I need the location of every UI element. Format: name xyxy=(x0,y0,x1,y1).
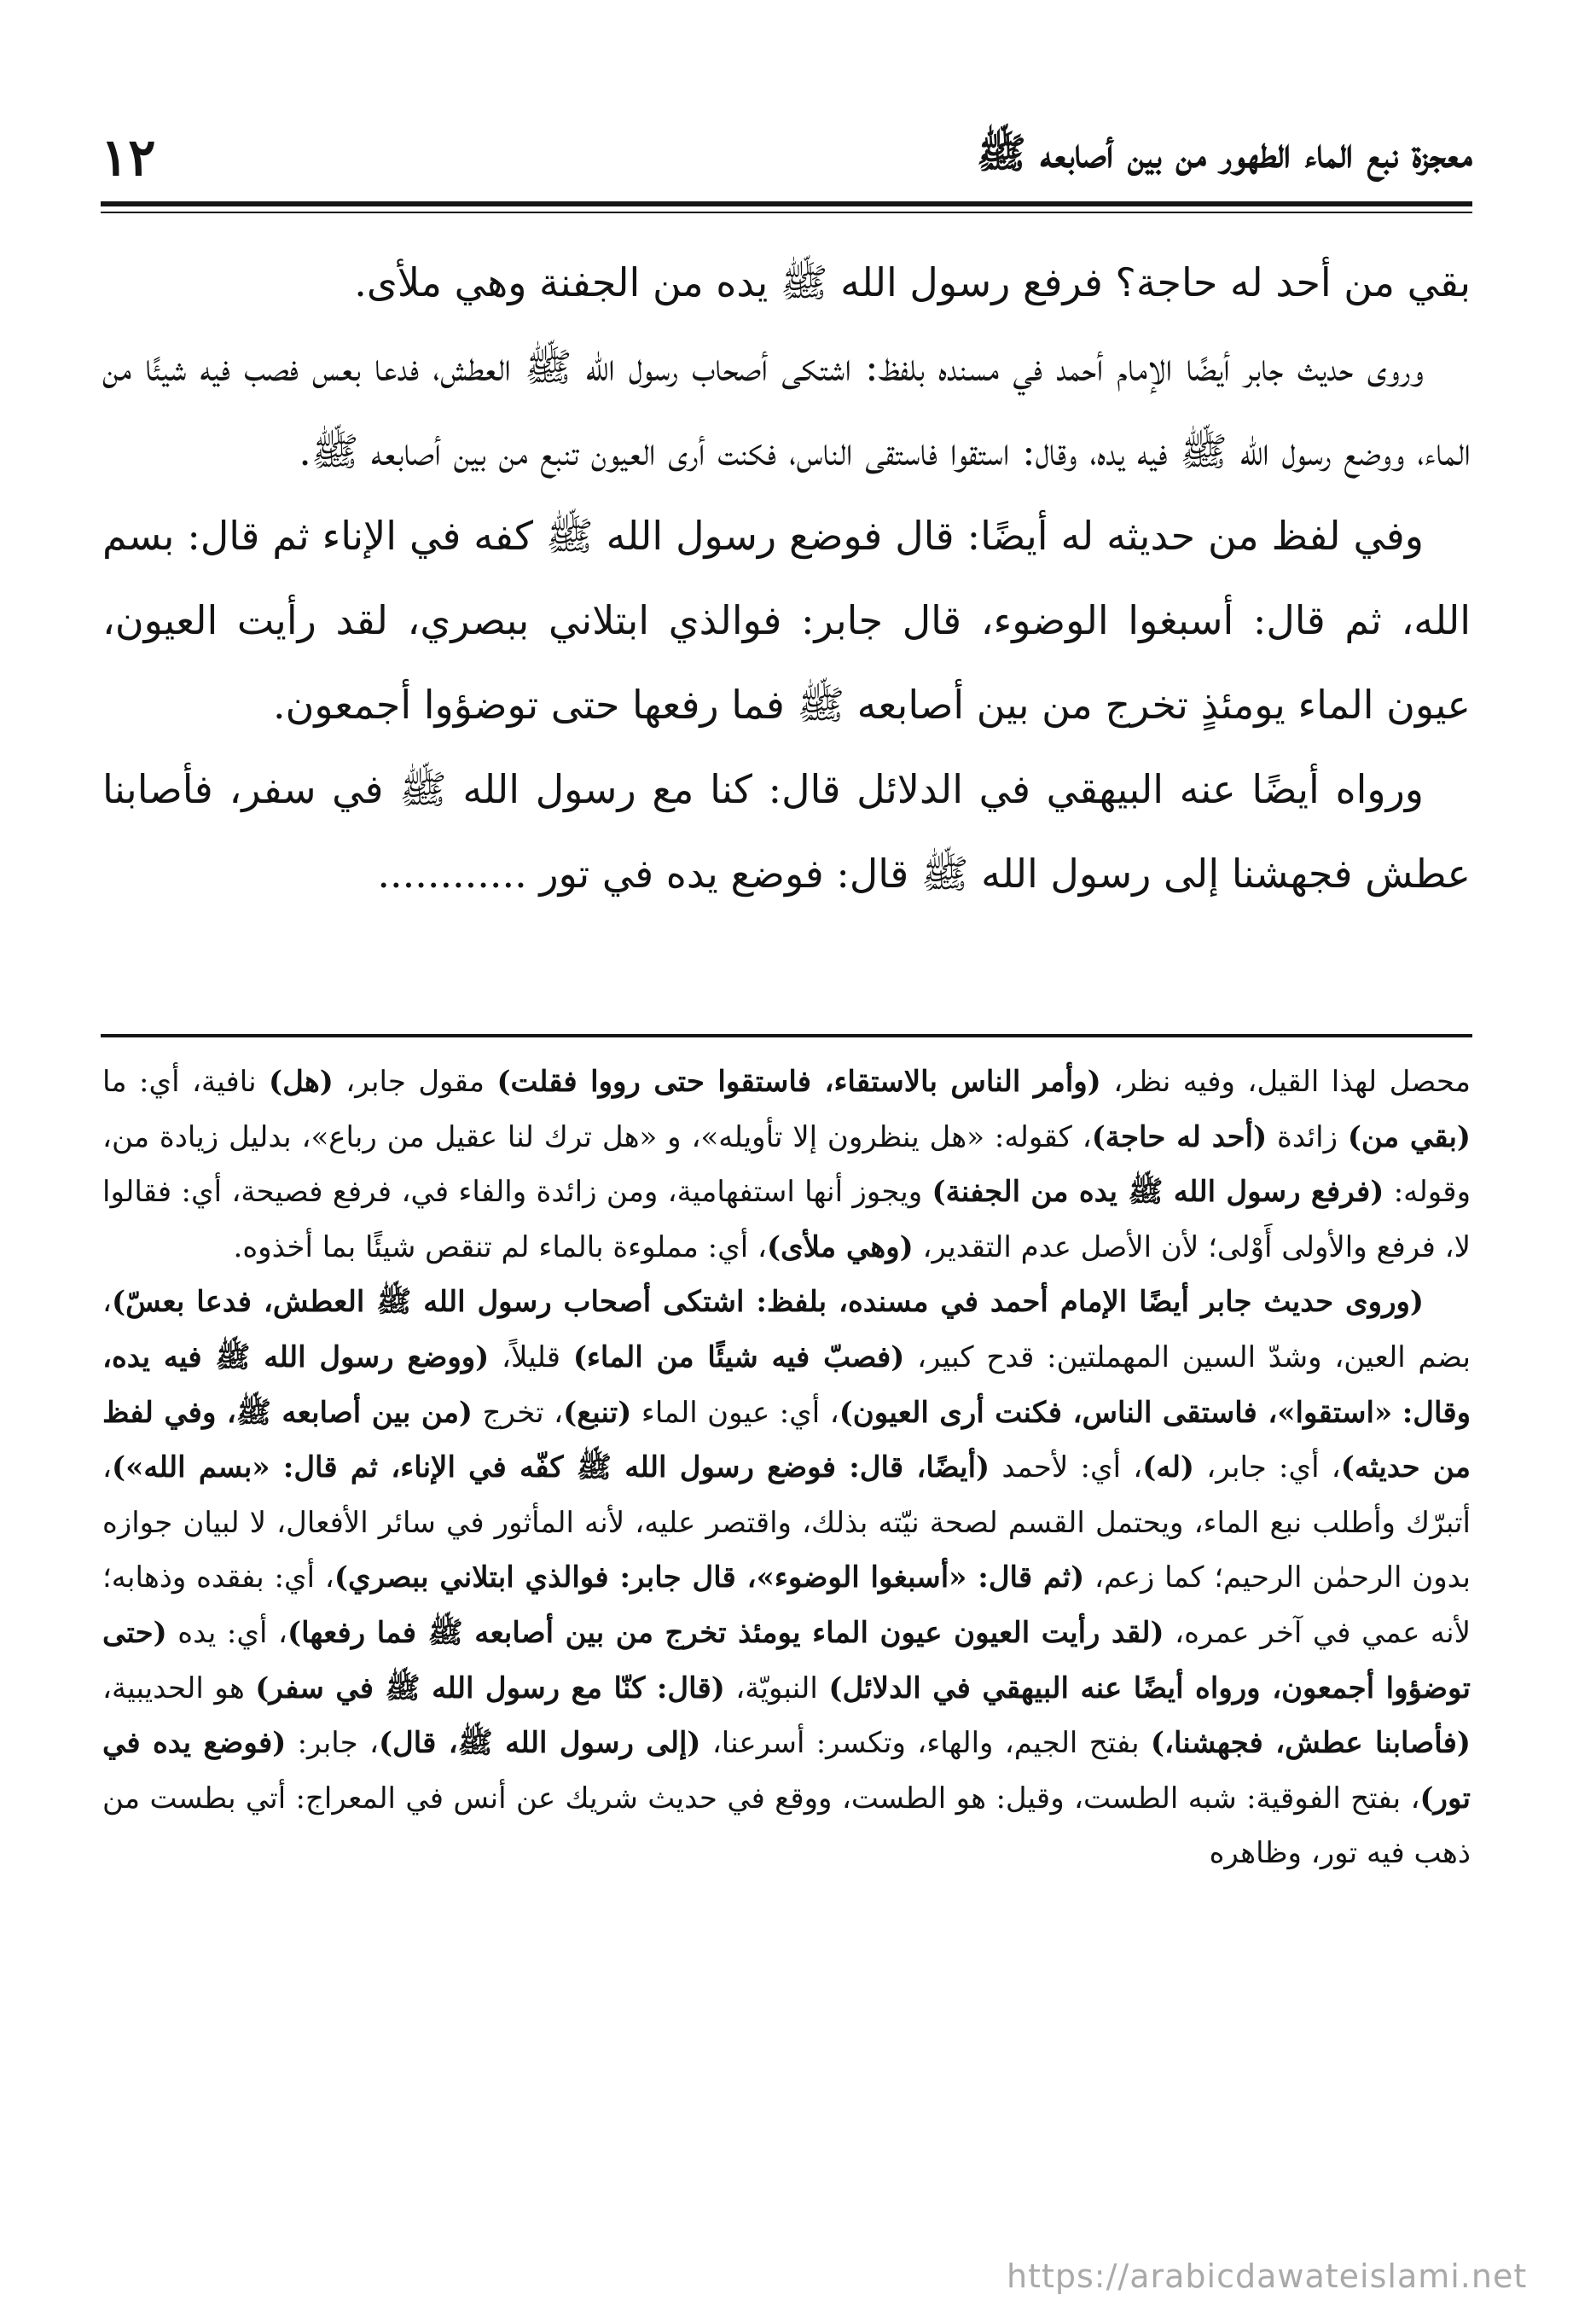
quoted-matn: (تنبع) xyxy=(563,1395,632,1430)
quoted-matn: (فرفع رسول الله ﷺ يده من الجفنة) xyxy=(932,1175,1384,1210)
quoted-matn: (فصبّ فيه شيئًا من الماء) xyxy=(572,1339,905,1374)
running-title: معجزة نبع الماء الطهور من بين أصابعه ﷺ xyxy=(976,129,1472,177)
commentary-text: ، أي: عيون الماء xyxy=(631,1395,839,1430)
header-rule xyxy=(101,201,1472,206)
commentary-text: ، أي: مملوءة بالماء لم تنقص شيئًا بما أخذوه. xyxy=(233,1229,767,1264)
commentary-text: ، أتبرّك وأطلب نبع الماء، ويحتمل القسم لصحة نيّته بذلك، واقتصر عليه، لأنه المأثور في سائر الأفعال، لا لبيان جوازه بدون الرحمٰن الرحيم؛ كما زعم، xyxy=(102,1450,1471,1595)
quoted-matn: (فوضع يده في تور) xyxy=(102,1726,1471,1816)
quoted-matn: (هل) xyxy=(268,1065,334,1099)
commentary-paragraph xyxy=(102,1055,1471,1275)
commentary-text: ، كقوله: «هل ينظرون إلا تأويله»، و «هل ترك لنا عقيل من رباع»، بدليل زيادة من، وقوله: xyxy=(102,1119,1471,1210)
commentary-text: ، تخرج xyxy=(473,1395,564,1430)
quoted-matn: (لقد رأيت العيون عيون الماء يومئذ تخرج من بين أصابعه ﷺ فما رفعها) xyxy=(287,1615,1164,1650)
commentary-text xyxy=(1392,1396,1402,1430)
main-paragraph: ورواه أيضًا عنه البيهقي في الدلائل قال: كنا مع رسول الله ﷺ في سفر، فأصابنا عطش فجهشنا إلى رسول الله ﷺ قال: فوضع يده في تور ............ xyxy=(102,766,1471,897)
commentary xyxy=(102,1055,1471,1881)
quoted-matn: (إلى رسول الله ﷺ، قال) xyxy=(378,1726,701,1761)
main-paragraph: وروى حديث جابر أيضًا الإمام أحمد في مسنده بلفظ: اشتكى أصحاب رسول الله ﷺ العطش، فدعا بعس فصب فيه شيئًا من الماء، ووضع رسول الله ﷺ فيه يده، وقال: استقوا فاستقى الناس، فكنت أرى العيون تنبع من بين أصابعه ﷺ. xyxy=(102,344,1471,474)
quoted-matn: (وروى حديث جابر أيضًا الإمام أحمد في مسنده، بلفظ: اشتكى أصحاب رسول الله ﷺ العطش، فدعا بعسّ) xyxy=(111,1285,1424,1320)
main-text xyxy=(102,241,1471,916)
commentary-text: نافية، أي: ما xyxy=(102,1065,269,1099)
quoted-matn: (وأمر الناس بالاستقاء، فاستقوا حتى رووا فقلت) xyxy=(496,1065,1101,1099)
quoted-matn: (أيضًا، قال: فوضع رسول الله ﷺ كفّه في الإناء، ثم قال: «بسم الله») xyxy=(111,1450,990,1485)
watermark-url: https://arabicdawateislami.net xyxy=(1007,2257,1528,2295)
commentary-text: ، جابر: xyxy=(286,1726,379,1761)
commentary-text: مقول جابر، xyxy=(333,1065,497,1099)
quoted-matn: (أحد له حاجة) xyxy=(1091,1119,1268,1154)
commentary-text: ، أي: بفقده وذهابه؛ لأنه عمي في آخر عمره، xyxy=(102,1560,1471,1650)
commentary-text: ، أي: جابر، xyxy=(1194,1450,1341,1485)
quoted-matn: (بقي من) xyxy=(1347,1119,1471,1154)
footnote-divider xyxy=(101,1034,1472,1037)
quoted-matn: (فأصابنا عطش، فجهشنا،) xyxy=(1150,1726,1471,1761)
commentary-text: هو الحديبية، xyxy=(102,1670,256,1705)
quoted-matn: «استقوا»، فاستقى الناس، فكنت أرى العيون) xyxy=(839,1395,1393,1430)
commentary-text: ، أي: يده xyxy=(166,1615,287,1650)
commentary-text: ، بفتح الفوقية: شبه الطست، وقيل: هو الطست، ووقع في حديث شريك عن أنس في المعراج: أتي بطست من ذهب فيه تور، وظاهره xyxy=(102,1781,1471,1871)
quoted-matn: (وهي ملأى) xyxy=(766,1229,914,1264)
quoted-matn: (من بين أصابعه ﷺ، وفي لفظ من حديثه) xyxy=(102,1395,1471,1485)
page-header xyxy=(101,119,1472,196)
commentary-text: زائدة xyxy=(1267,1119,1348,1154)
commentary-text: ، أي: لأحمد xyxy=(990,1450,1143,1485)
commentary-text: محصل لهذا القيل، وفيه نظر، xyxy=(1100,1065,1471,1099)
page-number: ١٢ xyxy=(101,128,156,188)
quoted-matn: (ثم قال: «أسبغوا الوضوء»، قال جابر: فوالذي ابتلاني ببصري) xyxy=(334,1560,1085,1595)
quoted-matn: (ووضع رسول الله ﷺ فيه يده، وقال: xyxy=(102,1339,1471,1430)
quoted-matn: (حتى توضؤوا أجمعون، ورواه أيضًا عنه البيهقي في الدلائل) xyxy=(102,1615,1471,1705)
main-paragraph: وفي لفظ من حديثه له أيضًا: قال فوضع رسول الله ﷺ كفه في الإناء ثم قال: بسم الله، ثم قال: أسبغوا الوضوء، قال جابر: فوالذي ابتلاني ببصري، لقد رأيت العيون، عيون الماء يومئذٍ تخرج من بين أصابعه ﷺ فما رفعها حتى توضؤوا أجمعون. xyxy=(102,513,1471,728)
quoted-matn: (له) xyxy=(1142,1450,1195,1485)
commentary-text: ويجوز أنها استفهامية، ومن زائدة والفاء في، فرفع فصيحة، أي: فقالوا لا، فرفع والأولى أَوْلى؛ لأن الأصل عدم التقدير، xyxy=(102,1175,1471,1264)
quoted-matn: (قال: كنّا مع رسول الله ﷺ في سفر) xyxy=(255,1670,725,1705)
commentary-text: ، بضم العين، وشدّ السين المهملتين: قدح كبير، xyxy=(102,1285,1471,1374)
commentary-text: قليلاً، xyxy=(489,1339,573,1374)
commentary-text: بفتح الجيم، والهاء، وتكسر: أسرعنا، xyxy=(700,1726,1151,1761)
main-paragraph: بقي من أحد له حاجة؟ فرفع رسول الله ﷺ يده من الجفنة وهي ملأى. xyxy=(354,259,1471,305)
commentary-paragraph xyxy=(102,1275,1471,1881)
commentary-text: النبويّة، xyxy=(724,1670,829,1705)
